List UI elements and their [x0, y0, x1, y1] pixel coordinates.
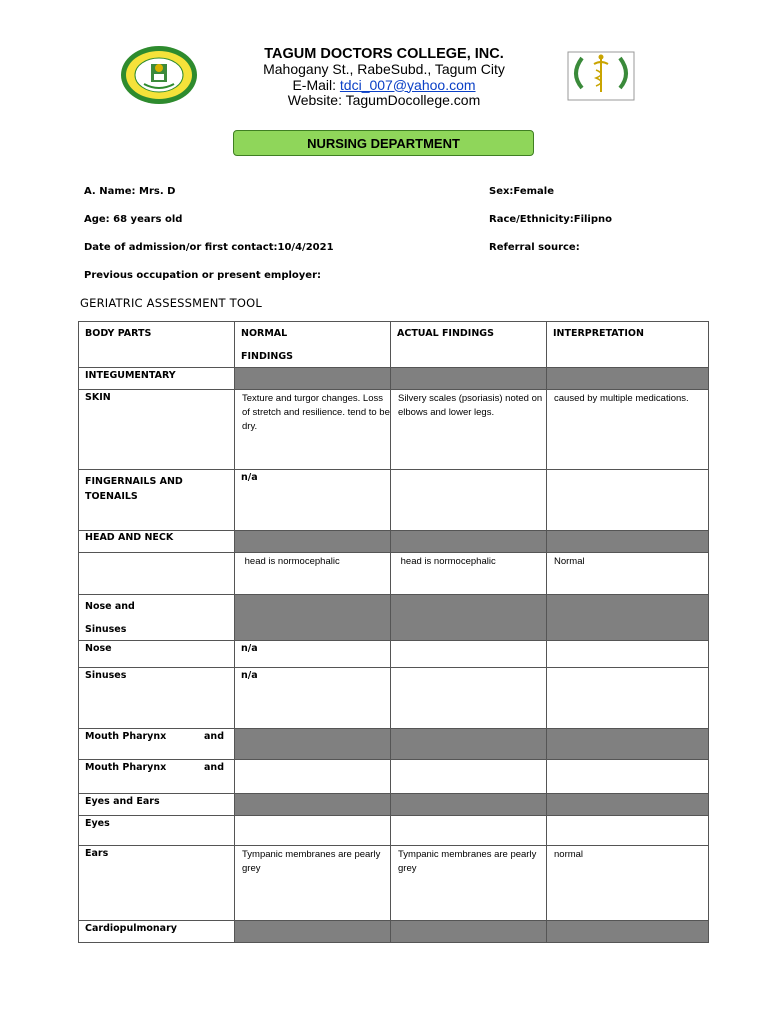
header-normal-line2: FINDINGS [241, 351, 293, 362]
shaded-cell [235, 729, 391, 760]
mouth-pharynx-text: Mouth Pharynx [85, 762, 167, 773]
shaded-cell [391, 794, 547, 816]
shaded-cell [547, 531, 709, 553]
shaded-cell [547, 794, 709, 816]
header-normal-findings [235, 322, 391, 368]
section-head-neck: HEAD AND NECK [79, 531, 235, 553]
table-row [79, 470, 709, 531]
section-cardiopulmonary: Cardiopulmonary [79, 921, 235, 943]
table-row [79, 390, 709, 470]
assessment-tool-title: GERIATRIC ASSESSMENT TOOL [80, 296, 262, 310]
nose-sinuses-line1: Nose and [85, 601, 135, 612]
table-row [79, 760, 709, 794]
nails-label [79, 470, 235, 531]
header-normal-line1: NORMAL [241, 328, 288, 339]
table-row [79, 729, 709, 760]
shaded-cell [547, 368, 709, 390]
head-interpretation: Normal [547, 553, 709, 595]
ears-interpretation: normal [547, 846, 709, 921]
mouth-pharynx-label-1 [79, 729, 235, 760]
patient-age: Age: 68 years old [84, 214, 183, 225]
eyes-label: Eyes [79, 816, 235, 846]
patient-name: A. Name: Mrs. D [84, 186, 176, 197]
shaded-cell [235, 921, 391, 943]
shaded-cell [235, 595, 391, 641]
empty-cell [235, 816, 391, 846]
email-link[interactable]: tdci_007@yahoo.com [339, 76, 476, 93]
table-row [79, 921, 709, 943]
ears-normal: Tympanic membranes are pearly grey [235, 846, 391, 921]
sinuses-normal: n/a [235, 668, 391, 729]
skin-interpretation: caused by multiple medications. [547, 390, 709, 470]
ears-label: Ears [79, 846, 235, 921]
header-body-parts: BODY PARTS [79, 322, 235, 368]
section-integumentary: INTEGUMENTARY [79, 368, 235, 390]
table-row [79, 816, 709, 846]
table-row [79, 595, 709, 641]
shaded-cell [391, 921, 547, 943]
nursing-caduceus-logo [560, 48, 642, 104]
shaded-cell [235, 368, 391, 390]
referral-source: Referral source: [489, 242, 580, 253]
empty-cell [391, 641, 547, 668]
nose-sinuses-label [79, 595, 235, 641]
table-row [79, 846, 709, 921]
assessment-table [78, 321, 709, 943]
college-email-line [200, 78, 568, 94]
table-row [79, 641, 709, 668]
email-label: E-Mail: [292, 76, 340, 93]
shaded-cell [391, 595, 547, 641]
college-seal-logo [118, 44, 200, 106]
nose-label: Nose [79, 641, 235, 668]
shaded-cell [391, 531, 547, 553]
shaded-cell [391, 729, 547, 760]
table-header-row [79, 322, 709, 368]
empty-cell [235, 760, 391, 794]
shaded-cell [547, 595, 709, 641]
mouth-and-text: and [204, 731, 224, 742]
nails-label-line2: TOENAILS [85, 491, 138, 502]
mouth-pharynx-label-2 [79, 760, 235, 794]
nails-normal: n/a [235, 470, 391, 531]
empty-cell [391, 760, 547, 794]
shaded-cell [547, 921, 709, 943]
skin-label: SKIN [79, 390, 235, 470]
previous-occupation: Previous occupation or present employer: [84, 270, 322, 281]
nose-sinuses-line2: Sinuses [85, 624, 127, 635]
table-row [79, 668, 709, 729]
table-row [79, 794, 709, 816]
shaded-cell [235, 531, 391, 553]
shaded-cell [235, 794, 391, 816]
empty-cell [547, 641, 709, 668]
skin-actual: Silvery scales (psoriasis) noted on elbows and lower legs. [391, 390, 547, 470]
patient-race: Race/Ethnicity:Filipno [489, 214, 613, 225]
table-row [79, 531, 709, 553]
empty-cell [79, 553, 235, 595]
sinuses-label: Sinuses [79, 668, 235, 729]
mouth-and-text: and [204, 762, 224, 773]
college-website: Website: TagumDocollege.com [287, 92, 481, 108]
empty-cell [391, 470, 547, 531]
college-address: Mahogany St., RabeSubd., Tagum City [263, 61, 505, 77]
admission-date: Date of admission/or first contact:10/4/2021 [84, 242, 334, 253]
empty-cell [391, 816, 547, 846]
nose-normal: n/a [235, 641, 391, 668]
skin-normal: Texture and turgor changes. Loss of stretch and resilience. tend to be dry. [235, 390, 391, 470]
shaded-cell [391, 368, 547, 390]
ears-actual: Tympanic membranes are pearly grey [391, 846, 547, 921]
empty-cell [547, 816, 709, 846]
section-eyes-ears: Eyes and Ears [79, 794, 235, 816]
header-actual-findings: ACTUAL FINDINGS [391, 322, 547, 368]
header-interpretation: INTERPRETATION [547, 322, 709, 368]
table-row [79, 553, 709, 595]
college-name: TAGUM DOCTORS COLLEGE, INC. [264, 46, 504, 62]
college-header [200, 46, 568, 109]
mouth-pharynx-text: Mouth Pharynx [85, 731, 167, 742]
shaded-cell [547, 729, 709, 760]
department-banner: NURSING DEPARTMENT [233, 130, 534, 156]
patient-sex: Sex:Female [489, 186, 555, 197]
empty-cell [547, 668, 709, 729]
empty-cell [391, 668, 547, 729]
head-normal: head is normocephalic [235, 553, 391, 595]
table-row [79, 368, 709, 390]
head-actual: head is normocephalic [391, 553, 547, 595]
empty-cell [547, 470, 709, 531]
nails-label-line1: FINGERNAILS AND [85, 476, 183, 487]
empty-cell [547, 760, 709, 794]
